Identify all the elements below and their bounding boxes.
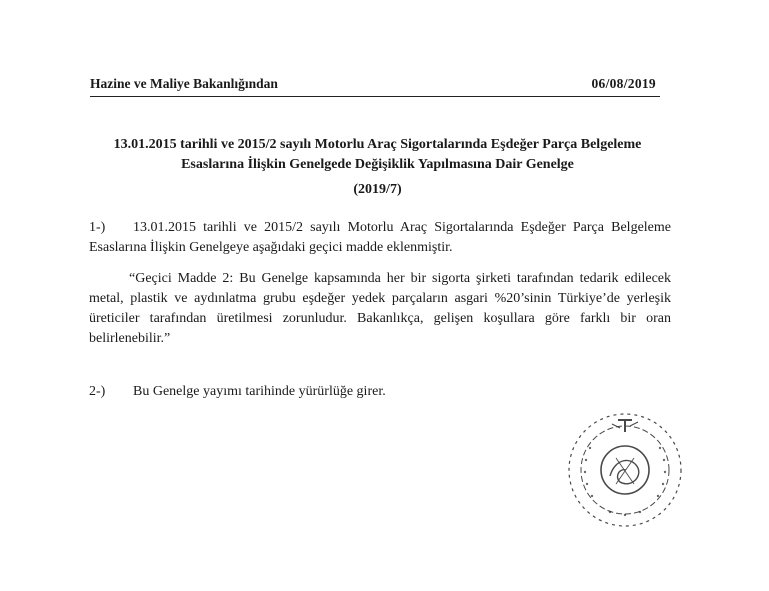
title-line-2: Esaslarına İlişkin Genelgede Değişiklik Yapılmasına Dair Genelge [181,157,574,172]
temporary-article-quote: “Geçici Madde 2: Bu Genelge kapsamında her bir sigorta şirketi tarafından tedarik edilecek metal, plastik ve aydınlatma grubu eşdeğer yedek parçaların asgari %20’sinin Türkiye’de yerleşik üreticiler tarafından üretilmesi zorunludur. Bakanlıkça, gelişen koşullara göre farklı bir oran belirlenebilir.” [89,271,671,346]
article-1-text: 13.01.2015 tarihli ve 2015/2 sayılı Motorlu Araç Sigortalarında Eşdeğer Parça Belgeleme Esaslarına İlişkin Genelgeye aşağıdaki geçici madde eklenmiştir. [89,220,671,255]
article-2-label: 2-) [89,384,106,399]
article-2-text: Bu Genelge yayımı tarihinde yürürlüğe girer. [133,384,386,399]
article-1-label: 1-) [89,220,106,235]
document-number: (2019/7) [353,182,402,197]
document-title [86,135,669,175]
document-date: 06/08/2019 [591,76,656,91]
ministry-name: Hazine ve Maliye Bakanlığından [90,76,278,91]
official-seal-icon [560,408,690,538]
document-header [90,76,660,97]
article-2 [89,382,671,402]
title-line-1: 13.01.2015 tarihli ve 2015/2 sayılı Motorlu Araç Sigortalarında Eşdeğer Parça Belgeleme [113,137,642,152]
article-1 [89,218,671,258]
